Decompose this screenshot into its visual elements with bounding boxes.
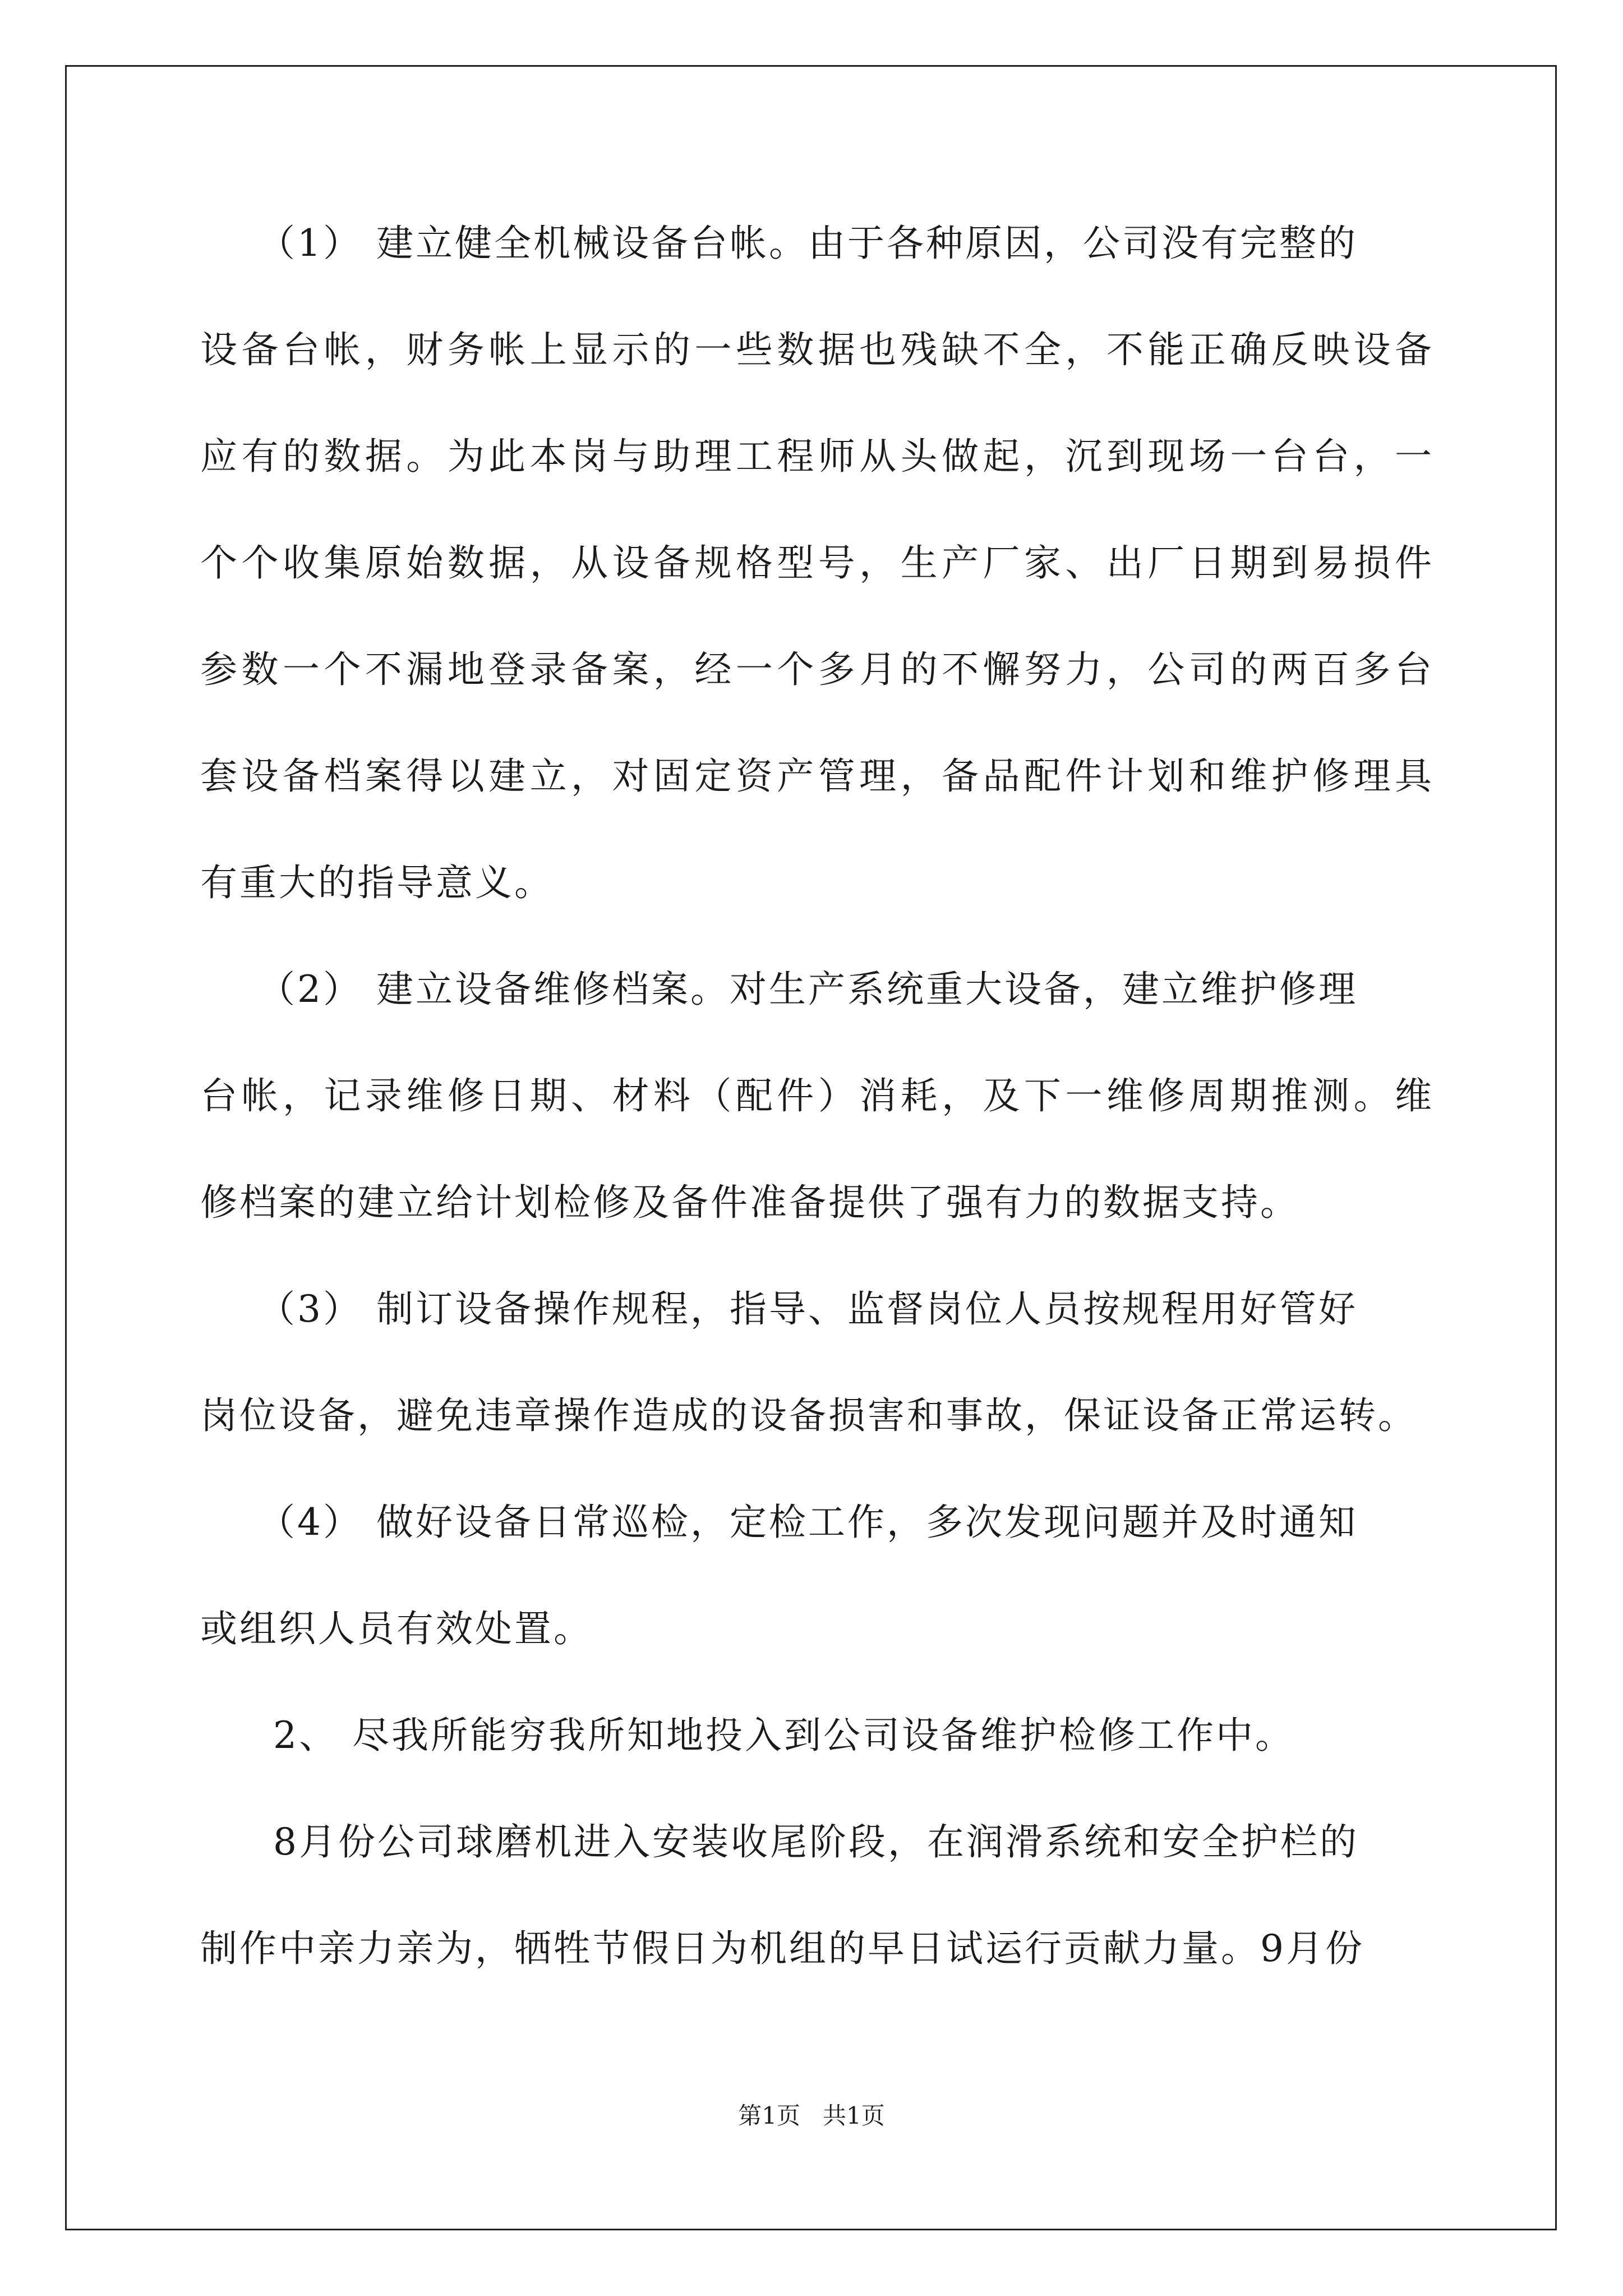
paragraph-1-line-7: 有重大的指导意义。 <box>200 861 554 904</box>
page-border <box>65 65 1557 2230</box>
paragraph-4-line-1: （4） 做好设备日常巡检，定检工作，多次发现问题并及时通知 <box>258 1501 1358 1544</box>
section-2-heading: 2、 尽我所能穷我所知地投入到公司设备维护检修工作中。 <box>273 1714 1294 1757</box>
paragraph-1-line-5: 参数一个不漏地登录备案，经一个多月的不懈努力，公司的两百多台 <box>200 648 1434 691</box>
page-number-footer: 第1页 共1页 <box>738 2102 885 2129</box>
paragraph-3-line-1: （3） 制订设备操作规程，指导、监督岗位人员按规程用好管好 <box>258 1287 1358 1331</box>
paragraph-4-line-2: 或组织人员有效处置。 <box>200 1607 593 1650</box>
paragraph-5-line-1: 8月份公司球磨机进入安装收尾阶段，在润滑系统和安全护栏的 <box>273 1820 1359 1864</box>
paragraph-1-line-4: 个个收集原始数据，从设备规格型号，生产厂家、出厂日期到易损件 <box>200 541 1434 585</box>
paragraph-1-line-1: （1） 建立健全机械设备台帐。由于各种原因，公司没有完整的 <box>258 222 1358 265</box>
paragraph-2-line-2: 台帐，记录维修日期、材料（配件）消耗，及下一维修周期推测。维 <box>200 1074 1434 1117</box>
paragraph-1-line-3: 应有的数据。为此本岗与助理工程师从头做起，沉到现场一台台，一 <box>200 435 1434 478</box>
paragraph-2-line-1: （2） 建立设备维修档案。对生产系统重大设备，建立维护修理 <box>258 968 1358 1011</box>
paragraph-1-line-6: 套设备档案得以建立，对固定资产管理，备品配件计划和维护修理具 <box>200 754 1434 798</box>
paragraph-5-line-2: 制作中亲力亲为，牺牲节假日为机组的早日试运行贡献力量。9月份 <box>200 1927 1364 1970</box>
paragraph-1-line-2: 设备台帐，财务帐上显示的一些数据也残缺不全，不能正确反映设备 <box>200 328 1434 371</box>
paragraph-2-line-3: 修档案的建立给计划检修及备件准备提供了强有力的数据支持。 <box>200 1181 1299 1224</box>
paragraph-3-line-2: 岗位设备，避免违章操作造成的设备损害和事故，保证设备正常运转。 <box>200 1394 1417 1437</box>
